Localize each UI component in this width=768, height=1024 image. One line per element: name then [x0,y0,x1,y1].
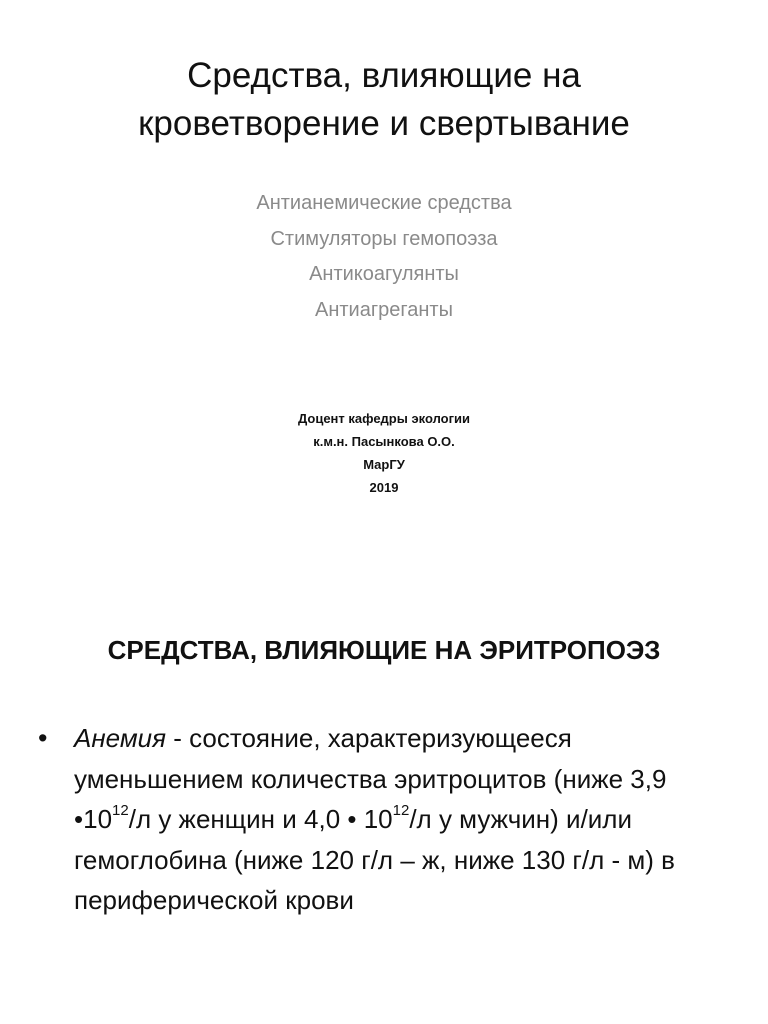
author-block [184,407,584,499]
title-line-2: кроветворение и свертывание [138,104,630,143]
bullet-text-part-b: /л у женщин и 4,0 • 10 [128,804,393,834]
subtitle-item: Антиагреганты [315,298,453,321]
subtitle-item: Стимуляторы гемопоэза [270,227,498,250]
slide-title-heading [40,52,728,148]
bullet-text-part-a: - состояние, характеризующееся уменьшением количества эритроцитов (ниже 3,9 •10 [74,723,667,834]
author-year: 2019 [369,480,399,495]
subtitle-item: Антикоагулянты [309,263,459,285]
superscript-exponent-1: 12 [112,802,129,820]
superscript-exponent-2: 12 [392,802,410,820]
bullet-item [38,718,718,921]
slide-heading: СРЕДСТВА, ВЛИЯЮЩИЕ НА ЭРИТРОПОЭЗ [107,635,661,665]
bullet-dot-icon: • [38,723,48,753]
subtitle-item: Антианемические средства [256,192,512,214]
slide-erythropoiesis [0,600,768,1024]
bullet-text-part-c: /л у мужчин) и/или гемоглобина (ниже 120 г/л – ж, ниже 130 г/л - м) в периферической крови [74,804,675,915]
title-line-1: Средства, влияющие на [187,56,581,95]
bullet-text [74,718,718,921]
author-name: к.м.н. Пасынкова О.О. [313,434,455,449]
author-university: МарГУ [363,457,405,472]
bullet-term: Анемия [74,723,166,753]
subtitle-list [84,186,684,328]
author-position: Доцент кафедры экологии [297,411,471,426]
